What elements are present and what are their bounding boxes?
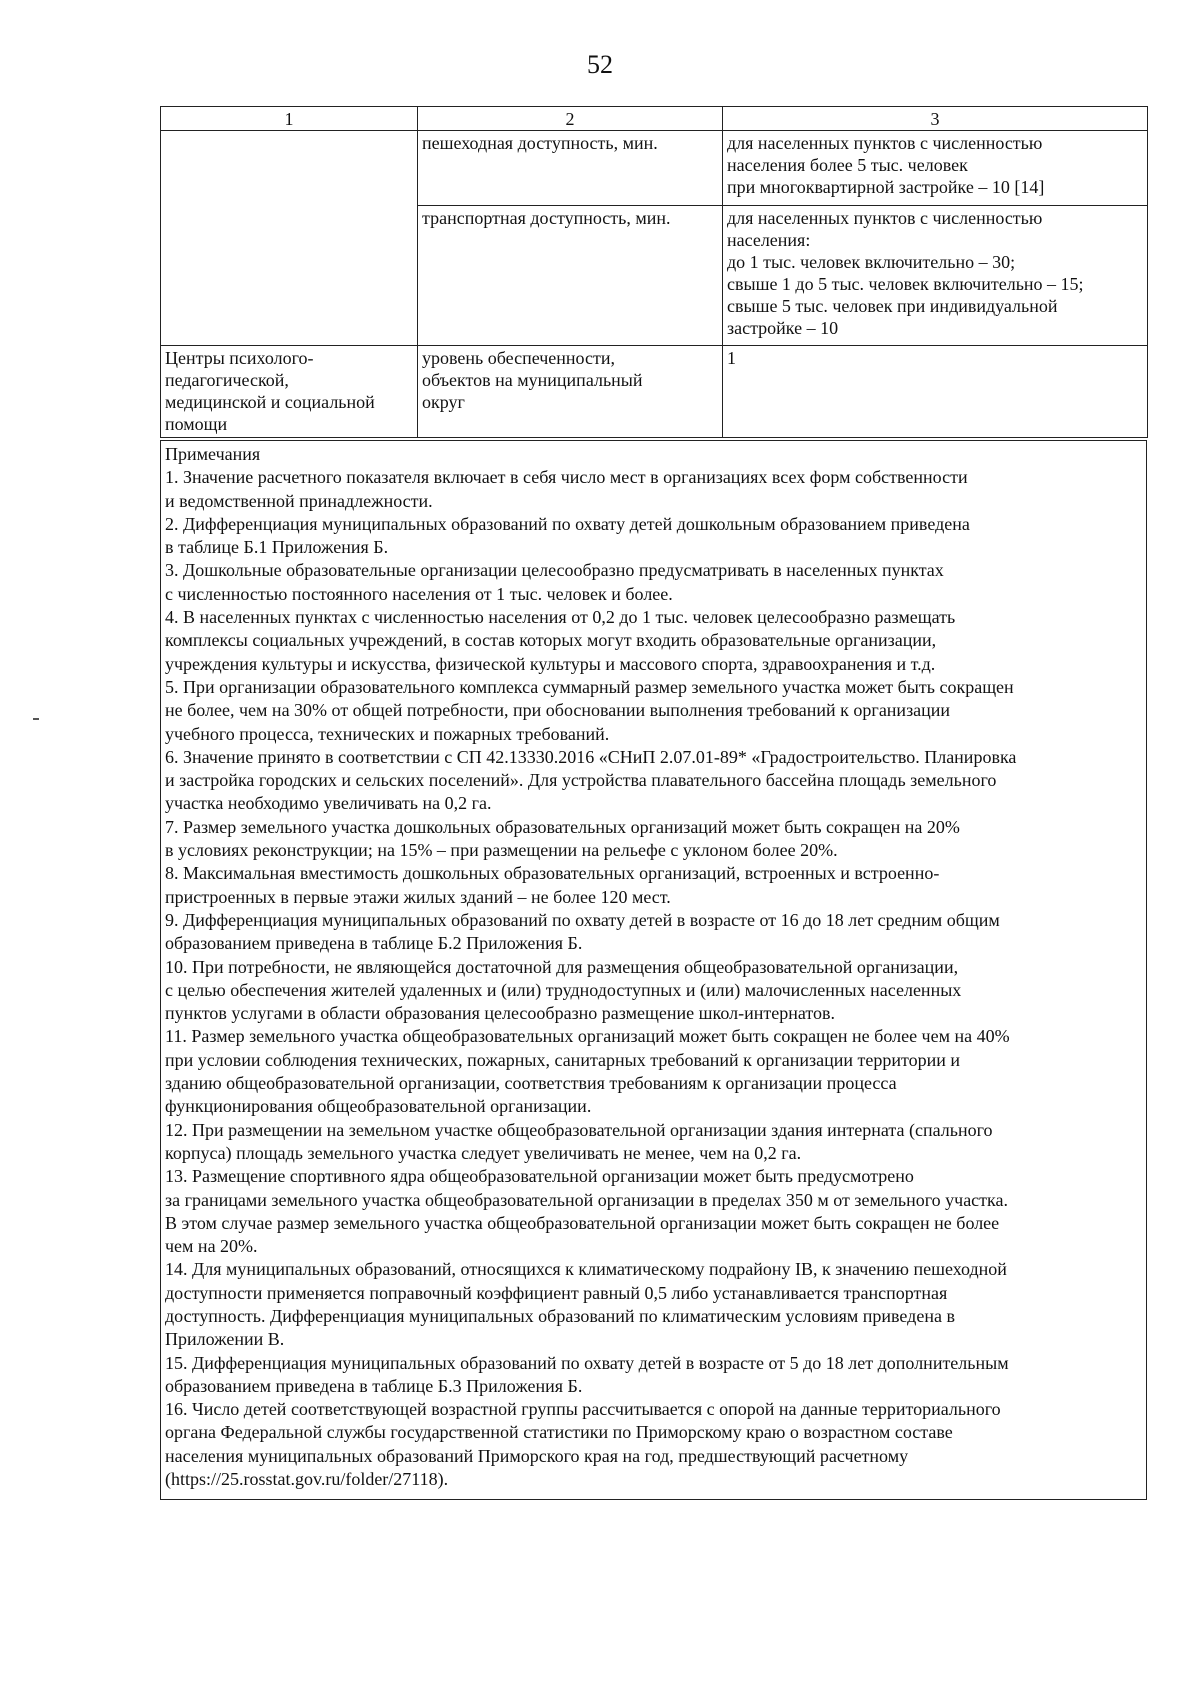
note-line: 5. При организации образовательного комплекса суммарный размер земельного участка может быть сокращен [165,676,1014,697]
notes-lines [165,466,1143,1491]
note-line: 14. Для муниципальных образований, относящихся к климатическому подрайону IB, к значению пешеходной [165,1259,1007,1280]
page-number: 52 [587,50,613,79]
note-line: 16. Число детей соответствующей возрастной группы рассчитывается с опорой на данные территориального [165,1399,1001,1420]
note-line: 8. Максимальная вместимость дошкольных образовательных организаций, встроенных и встроенно- [165,863,940,884]
table-header-row [161,107,1148,131]
note-line: образованием приведена в таблице Б.2 Приложения Б. [165,933,583,954]
note-line: 11. Размер земельного участка общеобразовательных организаций может быть сокращен не более чем на 40% [165,1026,1010,1047]
note-line: 9. Дифференциация муниципальных образований по охвату детей в возрасте от 16 до 18 лет средним общим [165,909,1000,930]
note-line: зданию общеобразовательной организации, соответствия требованиям к организации процесса [165,1073,897,1094]
column-header-3: 3 [723,107,1148,131]
table-cell-facility: Центры психолого- педагогической, медицинской и социальной помощи [161,346,418,438]
note-line: в условиях реконструкции; на 15% – при размещении на рельефе с уклоном более 20%. [165,840,838,861]
note-line: не более, чем на 30% от общей потребности, при обосновании выполнения требований к организации [165,700,951,721]
note-line: функционирования общеобразовательной организации. [165,1096,592,1117]
note-line: населения муниципальных образований Приморского края на год, предшествующий расчетному [165,1445,909,1466]
note-line: 6. Значение принято в соответствии с СП 42.13330.2016 «СНиП 2.07.01-89* «Градостроительство. Планировка [165,746,1017,767]
note-line: пунктов услугами в области образования целесообразно размещение школ-интернатов. [165,1003,835,1024]
note-line: 10. При потребности, не являющейся достаточной для размещения общеобразовательной организации, [165,956,959,977]
note-line: доступность. Дифференциация муниципальных образований по климатическим условиям приведена в [165,1305,955,1326]
note-line: и застройка городских и сельских поселений». Для устройства плавательного бассейна площадь земельного [165,770,997,791]
note-line: учреждения культуры и искусства, физической культуры и массового спорта, здравоохранения и т.д. [165,653,936,674]
note-line: и ведомственной принадлежности. [165,490,433,511]
note-line: 15. Дифференциация муниципальных образований по охвату детей в возрасте от 5 до 18 лет дополнительным [165,1352,1009,1373]
note-line: комплексы социальных учреждений, в состав которых могут входить образовательные организации, [165,630,937,651]
note-line: 3. Дошкольные образовательные организации целесообразно предусматривать в населенных пунктах [165,560,944,581]
note-line: доступности применяется поправочный коэффициент равный 0,5 либо устанавливается транспортная [165,1282,948,1303]
note-line: 7. Размер земельного участка дошкольных образовательных организаций может быть сокращен на 20% [165,816,960,837]
table-cell-indicator: транспортная доступность, мин. [418,206,723,346]
table-row [161,346,1148,438]
note-line: пристроенных в первые этажи жилых зданий – не более 120 мест. [165,886,671,907]
scan-artifact [33,718,39,720]
note-line: корпуса) площадь земельного участка следует увеличивать не менее, чем на 0,2 га. [165,1142,802,1163]
note-line: учебного процесса, технических и пожарных требований. [165,723,610,744]
column-header-1: 1 [161,107,418,131]
table-cell-indicator: пешеходная доступность, мин. [418,131,723,206]
note-line: 12. При размещении на земельном участке общеобразовательной организации здания интерната (спального [165,1119,993,1140]
note-line: за границами земельного участка общеобразовательной организации в пределах 350 м от земельного участка. [165,1189,1008,1210]
note-line: 13. Размещение спортивного ядра общеобразовательной организации может быть предусмотрено [165,1166,914,1187]
note-line: участка необходимо увеличивать на 0,2 га. [165,793,492,814]
note-line: образованием приведена в таблице Б.3 Приложения Б. [165,1375,583,1396]
table-cell-value: для населенных пунктов с численностью населения более 5 тыс. человек при многоквартирной застройке – 10 [14] [723,131,1148,206]
note-line: 4. В населенных пунктах с численностью населения от 0,2 до 1 тыс. человек целесообразно размещать [165,607,956,628]
note-line: с целью обеспечения жителей удаленных и (или) труднодоступных и (или) малочисленных населенных [165,979,962,1000]
column-header-2: 2 [418,107,723,131]
table-cell-value: 1 [723,346,1148,438]
note-line: при условии соблюдения технических, пожарных, санитарных требований к организации территории и [165,1049,961,1070]
note-line: чем на 20%. [165,1236,258,1257]
note-line: 1. Значение расчетного показателя включает в себя число мест в организациях всех форм собственности [165,467,968,488]
note-line: В этом случае размер земельного участка общеобразовательной организации может быть сокращен не более [165,1212,1000,1233]
note-line: Приложении В. [165,1329,285,1350]
table-row [161,131,1148,206]
notes-title: Примечания [165,444,261,464]
note-line: (https://25.rosstat.gov.ru/folder/27118). [165,1469,449,1490]
table-cell-indicator: уровень обеспеченности, объектов на муниципальный округ [418,346,723,438]
note-line: с численностью постоянного населения от 1 тыс. человек и более. [165,583,673,604]
notes-block [160,440,1147,1500]
standards-table [160,106,1148,438]
table-cell-facility-empty [161,131,418,346]
table-cell-value: для населенных пунктов с численностью населения: до 1 тыс. человек включительно – 30; свыше 1 до 5 тыс. человек включительно – 15; свыше 5 тыс. человек при индивидуальной застройке – 10 [723,206,1148,346]
note-line: в таблице Б.1 Приложения Б. [165,537,389,558]
note-line: органа Федеральной службы государственной статистики по Приморскому краю о возрастном составе [165,1422,953,1443]
note-line: 2. Дифференциация муниципальных образований по охвату детей дошкольным образованием приведена [165,513,970,534]
